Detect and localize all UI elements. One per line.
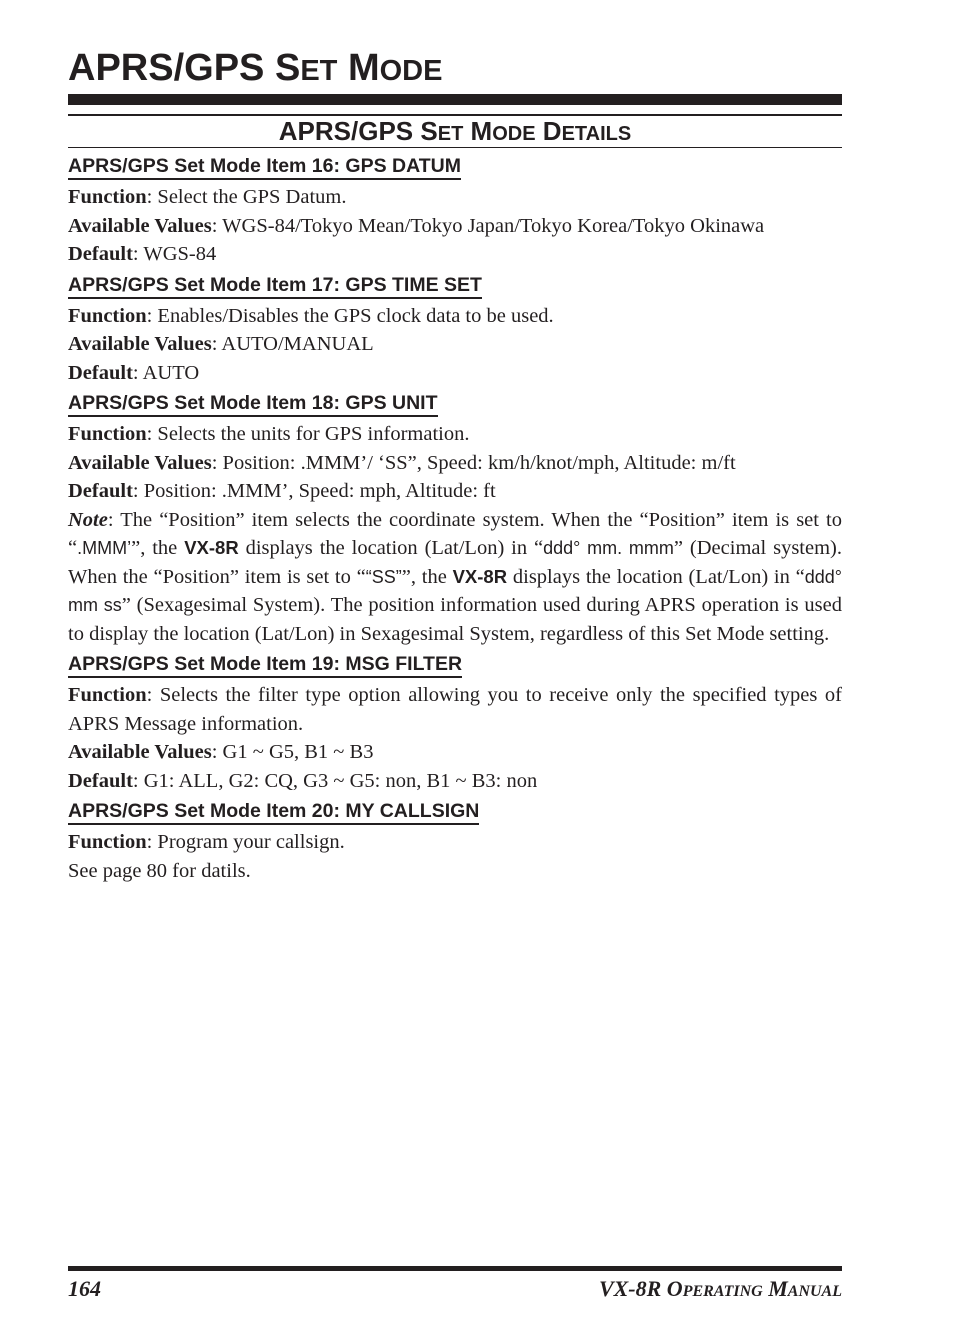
manual-title: VX-8R OPERATING MANUAL bbox=[598, 1276, 842, 1301]
set-mode-item-17 bbox=[68, 273, 842, 388]
default-line: Default: G1: ALL, G2: CQ, G3 ~ G5: non, B1 ~ B3: non bbox=[68, 769, 538, 792]
item-heading: APRS/GPS Set Mode Item 20: MY CALLSIGN bbox=[68, 799, 479, 825]
section-rule-bottom bbox=[68, 147, 842, 148]
set-mode-item-18 bbox=[68, 391, 842, 648]
values-line: Available Values: WGS-84/Tokyo Mean/Tokyo Japan/Tokyo Korea/Tokyo Okinawa bbox=[68, 214, 765, 237]
item-heading: APRS/GPS Set Mode Item 17: GPS TIME SET bbox=[68, 273, 482, 299]
item-heading: APRS/GPS Set Mode Item 16: GPS DATUM bbox=[68, 154, 461, 180]
function-line: Function: Selects the filter type option allowing you to receive only the specified types of APRS Message information. bbox=[68, 684, 842, 735]
default-line: Default: WGS-84 bbox=[68, 243, 217, 265]
function-line: Function: Enables/Disables the GPS clock data to be used. bbox=[68, 304, 554, 327]
page-number: 164 bbox=[68, 1276, 101, 1301]
set-mode-item-16 bbox=[68, 154, 842, 269]
function-line: Function: Selects the units for GPS information. bbox=[68, 423, 470, 445]
item-heading: APRS/GPS Set Mode Item 19: MSG FILTER bbox=[68, 652, 462, 678]
item-heading: APRS/GPS Set Mode Item 18: GPS UNIT bbox=[68, 391, 438, 417]
note-paragraph: Note: The “Position” item selects the coordinate system. When the “Position” item is set to “.MMM’”, the VX-8R displays the location (Lat/Lon) in “ddd° mm. mmm” (Decimal system). When the “Position” item is set to ““SS””, the VX-8R displays the location (Lat/Lon) in “ddd° mm ss” (Sexagesimal System). The position information used during APRS operation is used to display the location (Lat/Lon) in Sexagesimal System, regardless of this Set Mode setting. bbox=[68, 508, 842, 645]
see-page-line: See page 80 for datils. bbox=[68, 859, 251, 882]
values-line: Available Values: G1 ~ G5, B1 ~ B3 bbox=[68, 741, 374, 763]
default-line: Default: Position: .MMM’, Speed: mph, Altitude: ft bbox=[68, 480, 496, 502]
footer-rule bbox=[68, 1266, 842, 1271]
section-title: APRS/GPS SET MODE DETAILS bbox=[278, 116, 632, 146]
item-list bbox=[68, 154, 842, 889]
function-line: Function: Select the GPS Datum. bbox=[68, 186, 347, 208]
function-line: Function: Program your callsign. bbox=[68, 831, 345, 853]
default-line: Default: AUTO bbox=[68, 361, 200, 384]
page-title: APRS/GPS SET MODE bbox=[68, 47, 443, 89]
set-mode-item-19 bbox=[68, 652, 842, 795]
title-rule-thick bbox=[68, 94, 842, 105]
values-line: Available Values: AUTO/MANUAL bbox=[68, 333, 374, 355]
values-line: Available Values: Position: .MMM’/ ‘SS”, Speed: km/h/knot/mph, Altitude: m/ft bbox=[68, 451, 736, 474]
set-mode-item-20 bbox=[68, 799, 842, 885]
